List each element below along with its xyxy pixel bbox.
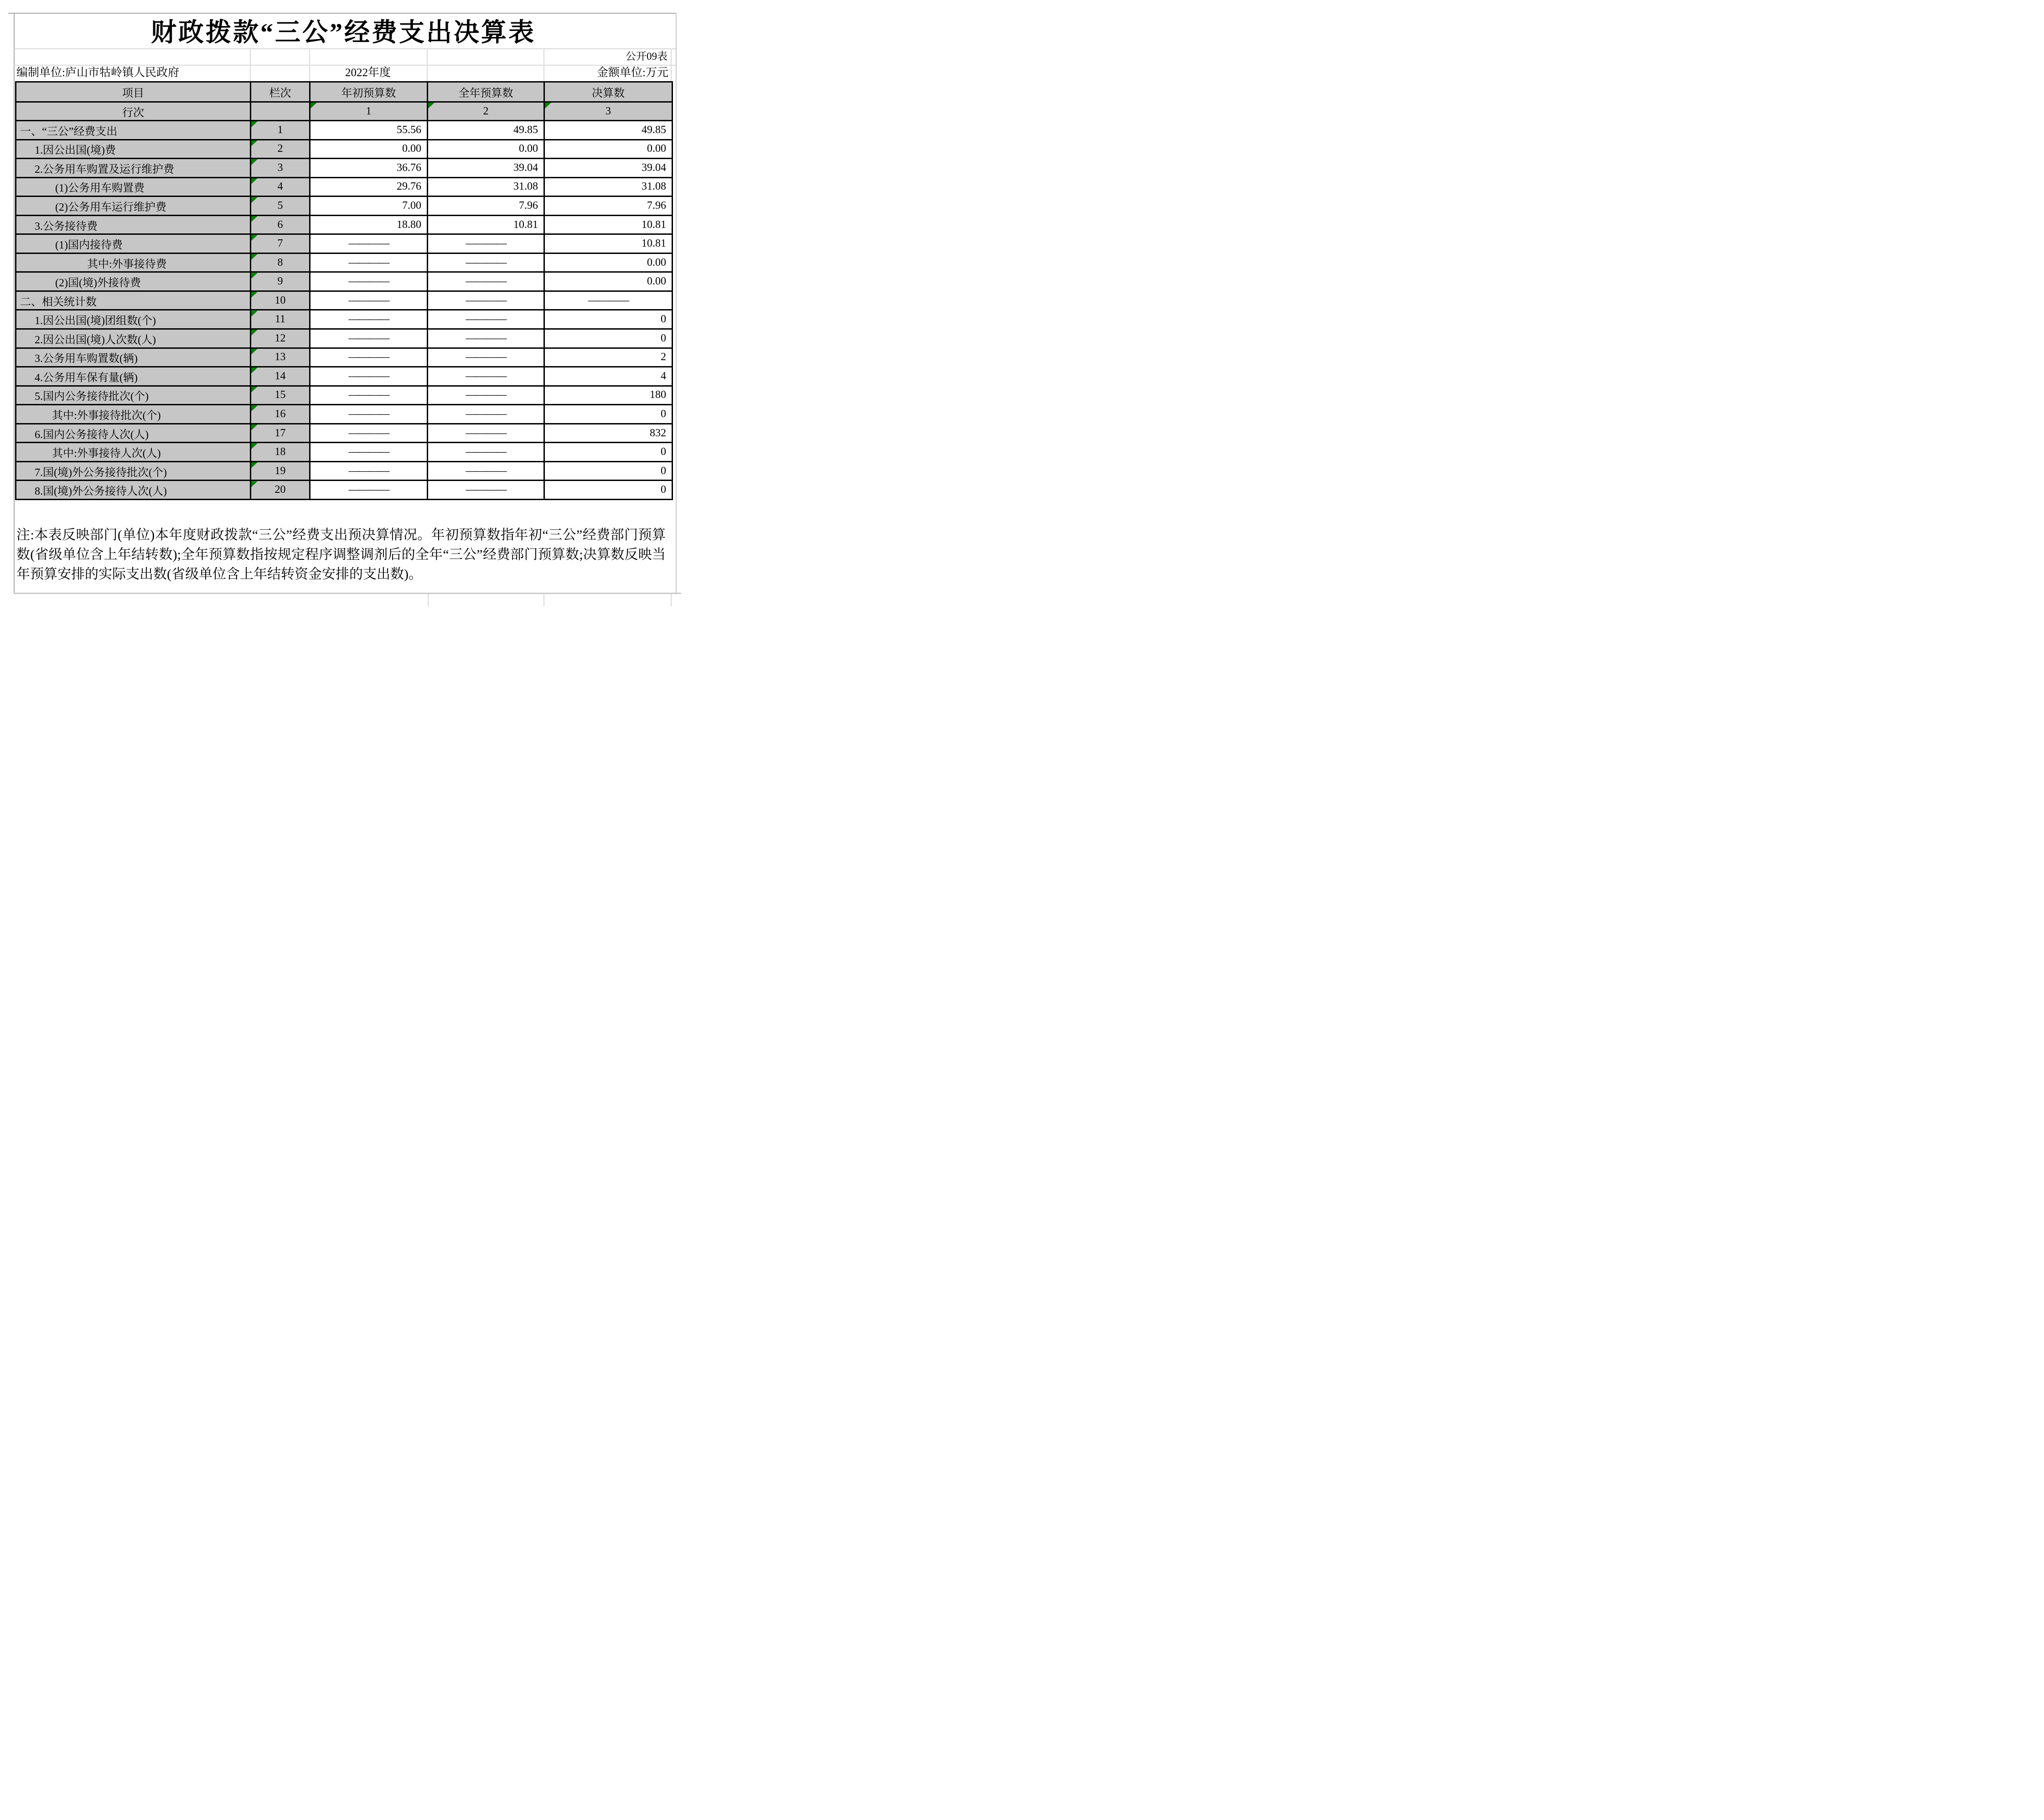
line-number-cell[interactable]: [251, 234, 310, 253]
value-cell[interactable]: 10.81: [428, 215, 544, 234]
line-number: 7: [277, 238, 283, 250]
value-cell[interactable]: ————: [428, 481, 544, 500]
table-row: [16, 329, 673, 348]
value-cell[interactable]: ————: [428, 310, 544, 329]
value-cell[interactable]: 31.08: [428, 177, 544, 196]
line-number: 11: [274, 313, 286, 326]
error-indicator-icon: [251, 273, 258, 279]
item-label-cell[interactable]: 其中:外事接待批次(个): [16, 405, 251, 424]
table-row: [16, 481, 673, 500]
gridline: [543, 594, 544, 606]
table-row: [16, 291, 673, 310]
line-number-cell[interactable]: [251, 405, 310, 424]
value-cell[interactable]: 31.08: [544, 177, 673, 196]
table-row: [16, 253, 673, 272]
value-cell[interactable]: ————: [310, 386, 428, 405]
line-number: 6: [277, 218, 283, 231]
value-cell[interactable]: 7.96: [544, 196, 673, 216]
value-cell[interactable]: 39.04: [428, 159, 544, 178]
error-indicator-icon: [251, 178, 258, 184]
gridline: [428, 594, 429, 606]
line-number: 18: [274, 446, 286, 458]
value-cell[interactable]: ————: [428, 291, 544, 310]
value-cell[interactable]: 39.04: [544, 159, 673, 178]
value-cell[interactable]: 29.76: [310, 177, 428, 196]
line-number-cell[interactable]: [251, 272, 310, 291]
gridline: [427, 48, 428, 81]
value-cell[interactable]: 0: [544, 329, 673, 348]
value-cell[interactable]: 0: [544, 481, 673, 500]
fiscal-year-cell[interactable]: 2022年度: [345, 67, 391, 79]
error-indicator-icon: [251, 159, 258, 165]
line-number-cell[interactable]: [251, 215, 310, 234]
line-number-cell[interactable]: [251, 443, 310, 462]
line-number-cell[interactable]: [251, 121, 310, 140]
column-number: 1: [366, 105, 372, 117]
value-cell[interactable]: 10.81: [544, 215, 673, 234]
amount-unit-cell[interactable]: 金额单位:万元: [597, 67, 668, 79]
empty-cell[interactable]: [251, 102, 310, 121]
spreadsheet-canvas: [0, 0, 681, 606]
row-no-label-cell[interactable]: 行次: [16, 102, 251, 121]
value-cell[interactable]: ————: [310, 443, 428, 462]
error-indicator-icon: [251, 367, 258, 373]
value-cell[interactable]: ————: [428, 329, 544, 348]
table-row: [16, 424, 673, 443]
value-cell[interactable]: 0.00: [544, 140, 673, 159]
table-row: [16, 461, 673, 481]
error-indicator-icon: [251, 481, 258, 487]
sheet-frame-bottom: [14, 593, 681, 594]
error-indicator-icon: [251, 405, 258, 411]
item-label-cell[interactable]: 5.国内公务接待批次(个): [16, 386, 251, 405]
value-cell[interactable]: ————: [428, 386, 544, 405]
value-cell[interactable]: 180: [544, 386, 673, 405]
error-indicator-icon: [251, 197, 258, 203]
value-cell[interactable]: ————: [310, 291, 428, 310]
budget-table: [15, 81, 673, 500]
line-number: 4: [277, 181, 283, 193]
line-number: 16: [274, 408, 286, 420]
value-cell[interactable]: ————: [428, 234, 544, 253]
error-indicator-icon: [251, 349, 258, 355]
item-label-cell[interactable]: 1.因公出国(境)费: [16, 140, 251, 159]
error-indicator-icon: [251, 121, 258, 127]
item-label-cell[interactable]: 一、“三公”经费支出: [16, 121, 251, 140]
form-code-cell[interactable]: 公开09表: [626, 51, 668, 62]
col-header-initial-budget[interactable]: 年初预算数: [310, 82, 428, 102]
value-cell[interactable]: ————: [428, 461, 544, 481]
value-cell[interactable]: ————: [428, 424, 544, 443]
line-number: 15: [274, 389, 286, 401]
line-number-cell[interactable]: [251, 329, 310, 348]
line-number-cell[interactable]: [251, 424, 310, 443]
error-indicator-icon: [251, 462, 258, 468]
item-label-cell[interactable]: (1)公务用车购置费: [16, 177, 251, 196]
line-number: 14: [274, 370, 286, 382]
value-cell[interactable]: ————: [310, 310, 428, 329]
line-number: 5: [277, 199, 283, 212]
value-cell[interactable]: 0.00: [428, 140, 544, 159]
column-number: 2: [483, 105, 489, 117]
table-row: [16, 405, 673, 424]
column-number-cell[interactable]: [310, 102, 428, 121]
line-number: 12: [274, 332, 286, 344]
line-number: 13: [274, 351, 286, 363]
line-number: 1: [277, 124, 283, 136]
header-row: [16, 82, 673, 102]
table-row: [16, 140, 673, 159]
line-number-cell[interactable]: [251, 177, 310, 196]
column-number-row: [16, 102, 673, 121]
table-row: [16, 215, 673, 234]
value-cell[interactable]: ————: [428, 367, 544, 386]
value-cell[interactable]: 0.00: [544, 253, 673, 272]
item-label-cell[interactable]: (1)国内接待费: [16, 234, 251, 253]
table-row: [16, 310, 673, 329]
line-number: 8: [277, 256, 283, 269]
value-cell[interactable]: ————: [428, 405, 544, 424]
value-cell[interactable]: 55.56: [310, 121, 428, 140]
error-indicator-icon: [428, 103, 435, 109]
value-cell[interactable]: ————: [544, 291, 673, 310]
table-row: [16, 386, 673, 405]
value-cell[interactable]: 0: [544, 461, 673, 481]
value-cell[interactable]: ————: [428, 348, 544, 367]
error-indicator-icon: [251, 254, 258, 260]
line-number: 2: [277, 143, 283, 155]
value-cell[interactable]: 832: [544, 424, 673, 443]
item-label-cell[interactable]: 二、相关统计数: [16, 291, 251, 310]
page-title: 财政拨款“三公”经费支出决算表: [151, 19, 536, 47]
value-cell[interactable]: ————: [310, 481, 428, 500]
value-cell[interactable]: 49.85: [544, 121, 673, 140]
line-number: 19: [274, 465, 286, 477]
value-cell[interactable]: ————: [310, 272, 428, 291]
item-label-cell[interactable]: (2)国(境)外接待费: [16, 272, 251, 291]
value-cell[interactable]: ————: [428, 272, 544, 291]
item-label-cell[interactable]: 8.国(境)外公务接待人次(人): [16, 481, 251, 500]
item-label-cell[interactable]: 3.公务接待费: [16, 215, 251, 234]
line-number-cell[interactable]: [251, 140, 310, 159]
error-indicator-icon: [251, 235, 258, 241]
value-cell[interactable]: ————: [310, 424, 428, 443]
value-cell[interactable]: 0: [544, 443, 673, 462]
line-number-cell[interactable]: [251, 461, 310, 481]
item-label-cell[interactable]: 2.公务用车购置及运行维护费: [16, 159, 251, 178]
value-cell[interactable]: 0.00: [310, 140, 428, 159]
value-cell[interactable]: 4: [544, 367, 673, 386]
table-row: [16, 367, 673, 386]
line-number-cell[interactable]: [251, 291, 310, 310]
table-row: [16, 196, 673, 216]
table-row: [16, 272, 673, 291]
gridline: [671, 48, 672, 81]
sheet-frame-right: [676, 13, 677, 594]
item-label-cell[interactable]: (2)公务用车运行维护费: [16, 196, 251, 216]
error-indicator-icon: [251, 292, 258, 298]
table-row: [16, 177, 673, 196]
error-indicator-icon: [251, 443, 258, 449]
item-label-cell[interactable]: 4.公务用车保有量(辆): [16, 367, 251, 386]
value-cell[interactable]: ————: [428, 253, 544, 272]
item-label-cell[interactable]: 其中:外事接待人次(人): [16, 443, 251, 462]
table-row: [16, 234, 673, 253]
value-cell[interactable]: ————: [310, 367, 428, 386]
value-cell[interactable]: 7.96: [428, 196, 544, 216]
line-number-cell[interactable]: [251, 348, 310, 367]
value-cell[interactable]: ————: [310, 234, 428, 253]
value-cell[interactable]: 0.00: [544, 272, 673, 291]
value-cell[interactable]: ————: [428, 443, 544, 462]
table-row: [16, 443, 673, 462]
item-label-cell[interactable]: 1.因公出国(境)团组数(个): [16, 310, 251, 329]
line-number-cell[interactable]: [251, 367, 310, 386]
error-indicator-icon: [251, 216, 258, 222]
value-cell[interactable]: ————: [310, 348, 428, 367]
error-indicator-icon: [310, 103, 317, 109]
line-number: 9: [277, 275, 283, 288]
item-label-cell[interactable]: 其中:外事接待费: [16, 253, 251, 272]
value-cell[interactable]: 0: [544, 405, 673, 424]
gridline: [671, 594, 672, 606]
error-indicator-icon: [251, 330, 258, 336]
value-cell[interactable]: 2: [544, 348, 673, 367]
table-row: [16, 159, 673, 178]
value-cell[interactable]: 49.85: [428, 121, 544, 140]
col-header-annual-budget[interactable]: 全年预算数: [428, 82, 544, 102]
note-text: 注:本表反映部门(单位)本年度财政拨款“三公”经费支出预决算情况。年初预算数指年初“三公”经费部门预算数(省级单位含上年结转数);全年预算数指按规定程序调整调剂后的全年“三公”经费部门预算数;决算数反映当年预算安排的实际支出数(省级单位含上年结转资金安排的支出数)。: [16, 527, 666, 582]
line-number-cell[interactable]: [251, 253, 310, 272]
value-cell[interactable]: 10.81: [544, 234, 673, 253]
line-number-cell[interactable]: [251, 386, 310, 405]
prepared-by-cell[interactable]: 编制单位:庐山市牯岭镇人民政府: [16, 67, 179, 79]
error-indicator-icon: [251, 387, 258, 393]
column-number: 3: [605, 105, 611, 117]
error-indicator-icon: [545, 103, 551, 109]
error-indicator-icon: [251, 140, 258, 146]
column-number-cell[interactable]: [428, 102, 544, 121]
line-number: 10: [274, 294, 286, 306]
col-header-final-accounts[interactable]: 决算数: [544, 82, 673, 102]
line-number-cell[interactable]: [251, 481, 310, 500]
value-cell[interactable]: 0: [544, 310, 673, 329]
error-indicator-icon: [251, 424, 258, 430]
col-header-item[interactable]: 项目: [16, 82, 251, 102]
table-row: [16, 348, 673, 367]
item-label-cell[interactable]: 7.国(境)外公务接待批次(个): [16, 461, 251, 481]
item-label-cell[interactable]: 6.国内公务接待人次(人): [16, 424, 251, 443]
col-header-column-no[interactable]: 栏次: [251, 82, 310, 102]
value-cell[interactable]: 18.80: [310, 215, 428, 234]
value-cell[interactable]: ————: [310, 405, 428, 424]
line-number-cell[interactable]: [251, 310, 310, 329]
value-cell[interactable]: ————: [310, 329, 428, 348]
item-label-cell[interactable]: 2.因公出国(境)人次数(人): [16, 329, 251, 348]
error-indicator-icon: [251, 310, 258, 316]
line-number-cell[interactable]: [251, 196, 310, 216]
table-row: [16, 121, 673, 140]
value-cell[interactable]: ————: [310, 461, 428, 481]
line-number-cell[interactable]: [251, 159, 310, 178]
value-cell[interactable]: 7.00: [310, 196, 428, 216]
column-number-cell[interactable]: [544, 102, 673, 121]
line-number: 3: [277, 161, 283, 174]
value-cell[interactable]: 36.76: [310, 159, 428, 178]
line-number: 17: [274, 427, 286, 439]
line-number: 20: [274, 484, 286, 496]
sheet-frame-left: [14, 13, 15, 594]
item-label-cell[interactable]: 3.公务用车购置数(辆): [16, 348, 251, 367]
value-cell[interactable]: ————: [310, 253, 428, 272]
